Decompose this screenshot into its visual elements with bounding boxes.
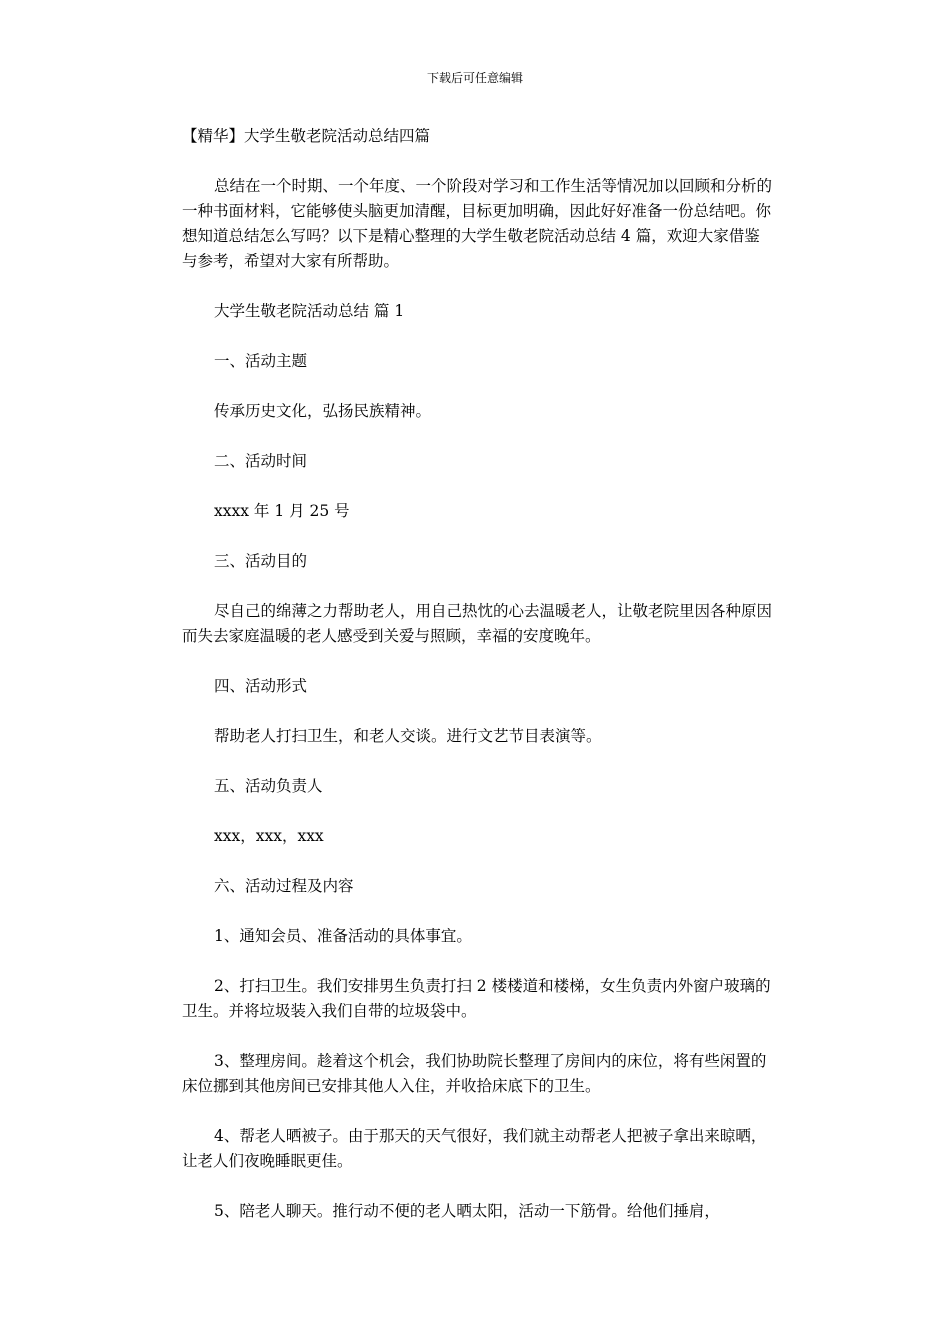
heading-leaders: 五、活动负责人 [214,777,323,795]
list-item-4: 4、帮老人晒被子。由于那天的天气很好，我们就主动帮老人把被子拿出来晾晒，让老人们夜晚睡眠更佳。 [182,1127,767,1170]
list-item-1: 1、通知会员、准备活动的具体事宜。 [214,927,472,945]
heading-process: 六、活动过程及内容 [214,877,354,895]
header-note: 下载后可任意编辑 [426,71,523,85]
heading-form: 四、活动形式 [214,677,308,695]
list-item-3: 3、整理房间。趁着这个机会，我们协助院长整理了房间内的床位，将有些闲置的床位挪到其他房间已安排其他人入住，并收拾床底下的卫生。 [182,1052,767,1095]
heading-theme: 一、活动主题 [214,352,308,370]
paragraph-theme: 传承历史文化，弘扬民族精神。 [214,402,432,420]
list-item-5: 5、陪老人聊天。推行动不便的老人晒太阳，活动一下筋骨。给他们捶肩， [214,1202,720,1220]
document-body [182,124,772,1249]
paragraph-form: 帮助老人打扫卫生，和老人交谈。进行文艺节目表演等。 [214,727,602,745]
list-item-2: 2、打扫卫生。我们安排男生负责打扫 2 楼楼道和楼梯，女生负责内外窗户玻璃的卫生。并将垃圾装入我们自带的垃圾袋中。 [182,977,771,1020]
heading-purpose: 三、活动目的 [214,552,308,570]
intro-paragraph: 总结在一个时期、一个年度、一个阶段对学习和工作生活等情况加以回顾和分析的一种书面材料，它能够使头脑更加清醒，目标更加明确，因此好好准备一份总结吧。你想知道总结怎么写吗？以下是精心整理的大学生敬老院活动总结 4 篇，欢迎大家借鉴与参考，希望对大家有所帮助。 [182,177,773,270]
section-title: 大学生敬老院活动总结 篇 1 [214,302,405,320]
document-title: 【精华】大学生敬老院活动总结四篇 [182,127,431,145]
paragraph-time: xxxx 年 1 月 25 号 [214,502,350,520]
heading-time: 二、活动时间 [214,452,308,470]
paragraph-leaders: xxx，xxx，xxx [214,827,324,845]
paragraph-purpose: 尽自己的绵薄之力帮助老人，用自己热忱的心去温暖老人，让敬老院里因各种原因而失去家庭温暖的老人感受到关爱与照顾，幸福的安度晚年。 [182,602,773,645]
